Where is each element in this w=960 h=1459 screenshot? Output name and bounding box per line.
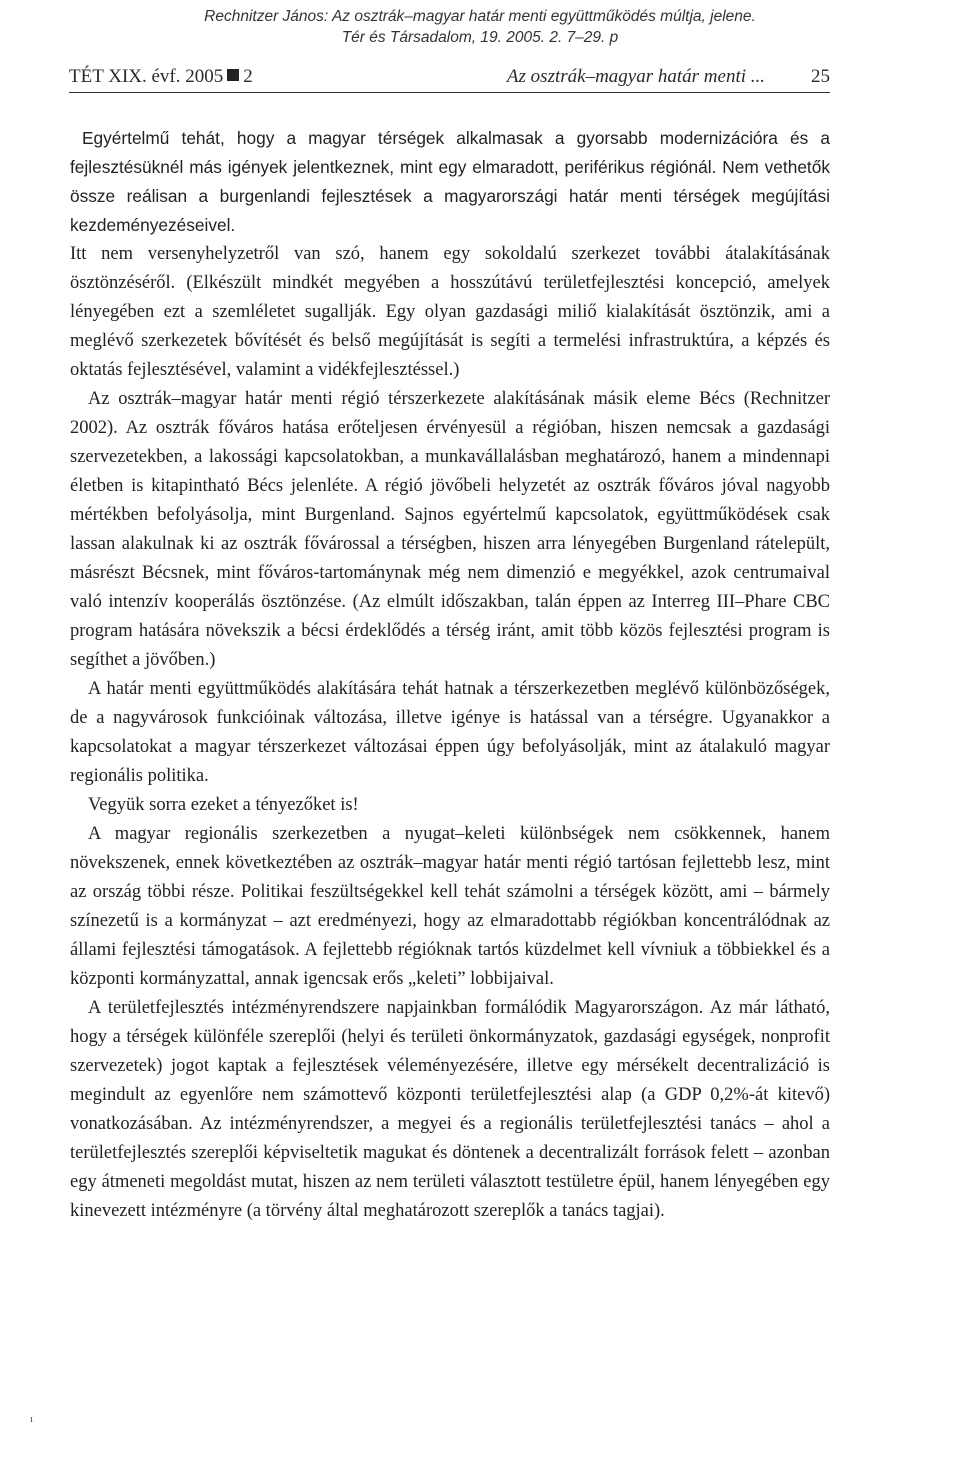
citation-header	[0, 6, 960, 48]
square-bullet-icon	[227, 69, 239, 81]
journal-volume: TÉT XIX. évf. 2005	[69, 66, 224, 87]
paragraph-6: A magyar regionális szerkezetben a nyugat–keleti különbségek nem csökkennek, hanem növekszenek, ennek következtében az osztrák–magyar határ menti régió tartósan fejlettebb lesz, mint az ország többi része. Politikai feszültségekkel kell tehát számolni a térségek között, ami – bármely színezetű is a kormányzat – azt eredményezi, hogy az elmaradottabb régiókban koncentrálódnak az állami fejlesztési támogatások. A fejlettebb régióknak tartós küzdelmet kell vívniuk a többiekkel és a központi kormányzattal, annak igencsak erős „keleti” lobbijaival.	[70, 824, 830, 989]
paragraph-7: A területfejlesztés intézményrendszere napjainkban formálódik Magyarországon. Az már látható, hogy a térségek különféle szereplői (helyi és területi önkormányzatok, gazdasági egységek, nonprofit szervezetek) jogot kaptak a fejlesztések véleményezésére, illetve egy mérsékelt decentralizáció is megindult az egyenlőre nem számottevő központi területfejlesztési alap (a GDP 0,2%-át kitevő) vonatkozásában. Az intézményrendszer, a megyei és a regionális területfejlesztési tanács – ahol a területfejlesztés szereplői képviseltetik magukat és döntenek a decentralizált források felett – azonban egy átmeneti megoldást mutat, hiszen az nem területi választott testületre épül, hanem lényegében egy kinevezett intézményre (a törvény által meghatározott szereplők a tanács tagjai).	[70, 998, 830, 1221]
short-title: Az osztrák–magyar határ menti ...	[506, 66, 765, 87]
citation-line-1: Rechnitzer János: Az osztrák–magyar határ menti együttműködés múltja, jelene.	[204, 8, 756, 25]
running-head-title	[507, 66, 830, 88]
paragraph-4: A határ menti együttműködés alakítására tehát hatnak a térszerkezetben meglévő különbözőségek, de a nagyvárosok funkcióinak változása, illetve igénye is hatással van a térségre. Ugyanakkor a kapcsolatokat a magyar térszerkezet változásai éppen úgy befolyásolják, mint az átalakuló magyar regionális politika.	[70, 679, 830, 786]
paragraph-2: Itt nem versenyhelyzetről van szó, hanem egy sokoldalú szerkezet további átalakításának ösztönzéséről. (Elkészült mindkét megyében a hosszútávú területfejlesztési koncepció, amelyek lényegében ezt a szemléletet sugallják. Egy olyan gazdasági miliő kialakítását ösztönzik, ami a meglévő szerkezetek bővítését és belső megújítását is segíti a termelési infrastruktúra, a képzés és oktatás fejlesztésével, valamint a vidékfejlesztéssel.)	[70, 244, 830, 380]
stray-mark: ı	[30, 1413, 34, 1425]
journal-issue: 2	[243, 66, 253, 87]
paragraph-3: Az osztrák–magyar határ menti régió térszerkezete alakításának másik eleme Bécs (Rechnitzer 2002). Az osztrák főváros hatása erőteljesen érvényesül a régióban, hiszen nemcsak a gazdasági szervezetekben, a lakossági kapcsolatokban, a munkavállalásban meghatározó, hanem a mindennapi életben is kitapintható Bécs jelenléte. A régió jövőbeli helyzetét az osztrák főváros jóval nagyobb mértékben befolyásolja, mint Burgenland. Sajnos egyértelmű kapcsolatok, együttműködések csak lassan alakulnak ki az osztrák fővárossal a térségben, hiszen arra lényegében Burgenland rátelepült, másrészt Bécsnek, mint főváros-tartománynak még nem dimenzió e megyékkel, azok centrumaival való intenzív kooperálás ösztönzése. (Az elmúlt időszakban, talán éppen az Interreg III–Phare CBC program hatására növekszik a bécsi érdeklődés a térség iránt, amit több közös fejlesztési program is segíthet a jövőben.)	[70, 389, 830, 670]
page-number: 25	[811, 66, 830, 87]
article-body	[70, 124, 830, 1226]
paragraph-1: Egyértelmű tehát, hogy a magyar térségek alkalmasak a gyorsabb modernizációra és a fejlesztésüknél más igények jelentkeznek, mint egy elmaradott, periférikus régiónál. Nem vethetők össze reálisan a burgenlandi fejlesztések a magyarországi határ menti térségek megújítási kezdeményezéseivel.	[70, 128, 830, 235]
running-head	[69, 66, 830, 93]
running-head-journal	[69, 66, 253, 88]
citation-line-2: Tér és Társadalom, 19. 2005. 2. 7–29. p	[341, 29, 619, 46]
paragraph-5: Vegyük sorra ezeket a tényezőket is!	[88, 795, 359, 815]
